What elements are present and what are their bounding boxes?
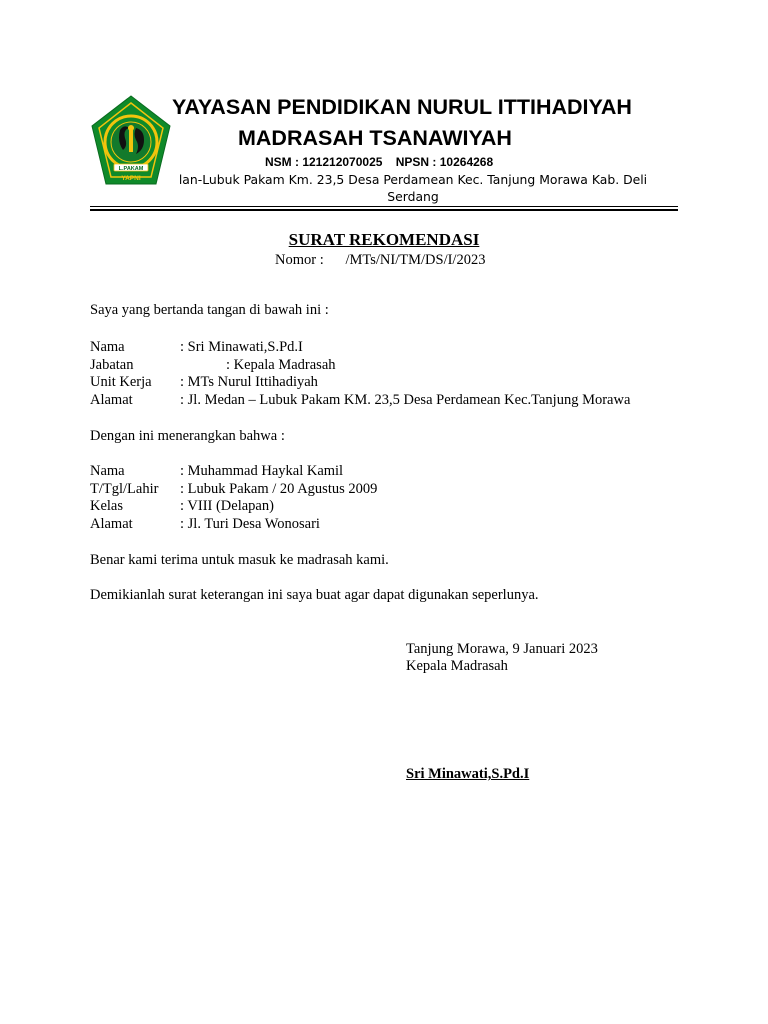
signature-role: Kepala Madrasah [406, 658, 508, 674]
school-address-line1: lan-Lubuk Pakam Km. 23,5 Desa Perdamean Kec. Tanjung Morawa Kab. Deli [178, 172, 648, 187]
signer-position-value: : Kepala Madrasah [226, 357, 336, 373]
student-address-value: : Jl. Turi Desa Wonosari [180, 516, 320, 532]
letterhead-divider-thin [90, 206, 678, 207]
student-birth-label: T/Tgl/Lahir [90, 481, 159, 497]
signer-unit-label: Unit Kerja [90, 374, 152, 390]
signer-address-value: : Jl. Medan – Lubuk Pakam KM. 23,5 Desa Perdamean Kec.Tanjung Morawa [180, 392, 631, 408]
logo-ribbon-text: L.PAKAM [118, 166, 144, 172]
student-name-value: : Muhammad Haykal Kamil [180, 463, 344, 479]
statement-text: Dengan ini menerangkan bahwa : [90, 428, 285, 444]
foundation-name: YAYASAN PENDIDIKAN NURUL ITTIHADIYAH [172, 95, 632, 119]
school-ids: NSM : 121212070025 NPSN : 10264268 [265, 155, 494, 169]
school-address [150, 171, 676, 205]
school-name: MADRASAH TSANAWIYAH [238, 126, 512, 150]
logo-bottom-text: YAPNI [121, 175, 141, 182]
letterhead-divider-thick [90, 209, 678, 211]
student-name-label: Nama [90, 463, 125, 479]
signature-place-date: Tanjung Morawa, 9 Januari 2023 [406, 641, 598, 657]
closing-text: Demikianlah surat keterangan ini saya buat agar dapat digunakan seperlunya. [90, 587, 539, 603]
letter-title: SURAT REKOMENDASI [288, 230, 480, 249]
student-address-label: Alamat [90, 516, 133, 532]
signature-name: Sri Minawati,S.Pd.I [406, 766, 530, 782]
student-class-value: : VIII (Delapan) [180, 498, 274, 514]
signer-position-label: Jabatan [90, 357, 134, 373]
signer-unit-value: : MTs Nurul Ittihadiyah [180, 374, 318, 390]
signer-address-label: Alamat [90, 392, 133, 408]
accepted-text: Benar kami terima untuk masuk ke madrasah kami. [90, 552, 389, 568]
signer-name-label: Nama [90, 339, 125, 355]
letter-number: Nomor : /MTs/NI/TM/DS/I/2023 [275, 252, 486, 268]
student-class-label: Kelas [90, 498, 124, 514]
school-address-line2: Serdang [387, 189, 439, 204]
student-birth-value: : Lubuk Pakam / 20 Agustus 2009 [180, 481, 378, 497]
signer-name-value: : Sri Minawati,S.Pd.I [180, 339, 303, 355]
intro-text: Saya yang bertanda tangan di bawah ini : [90, 302, 329, 318]
